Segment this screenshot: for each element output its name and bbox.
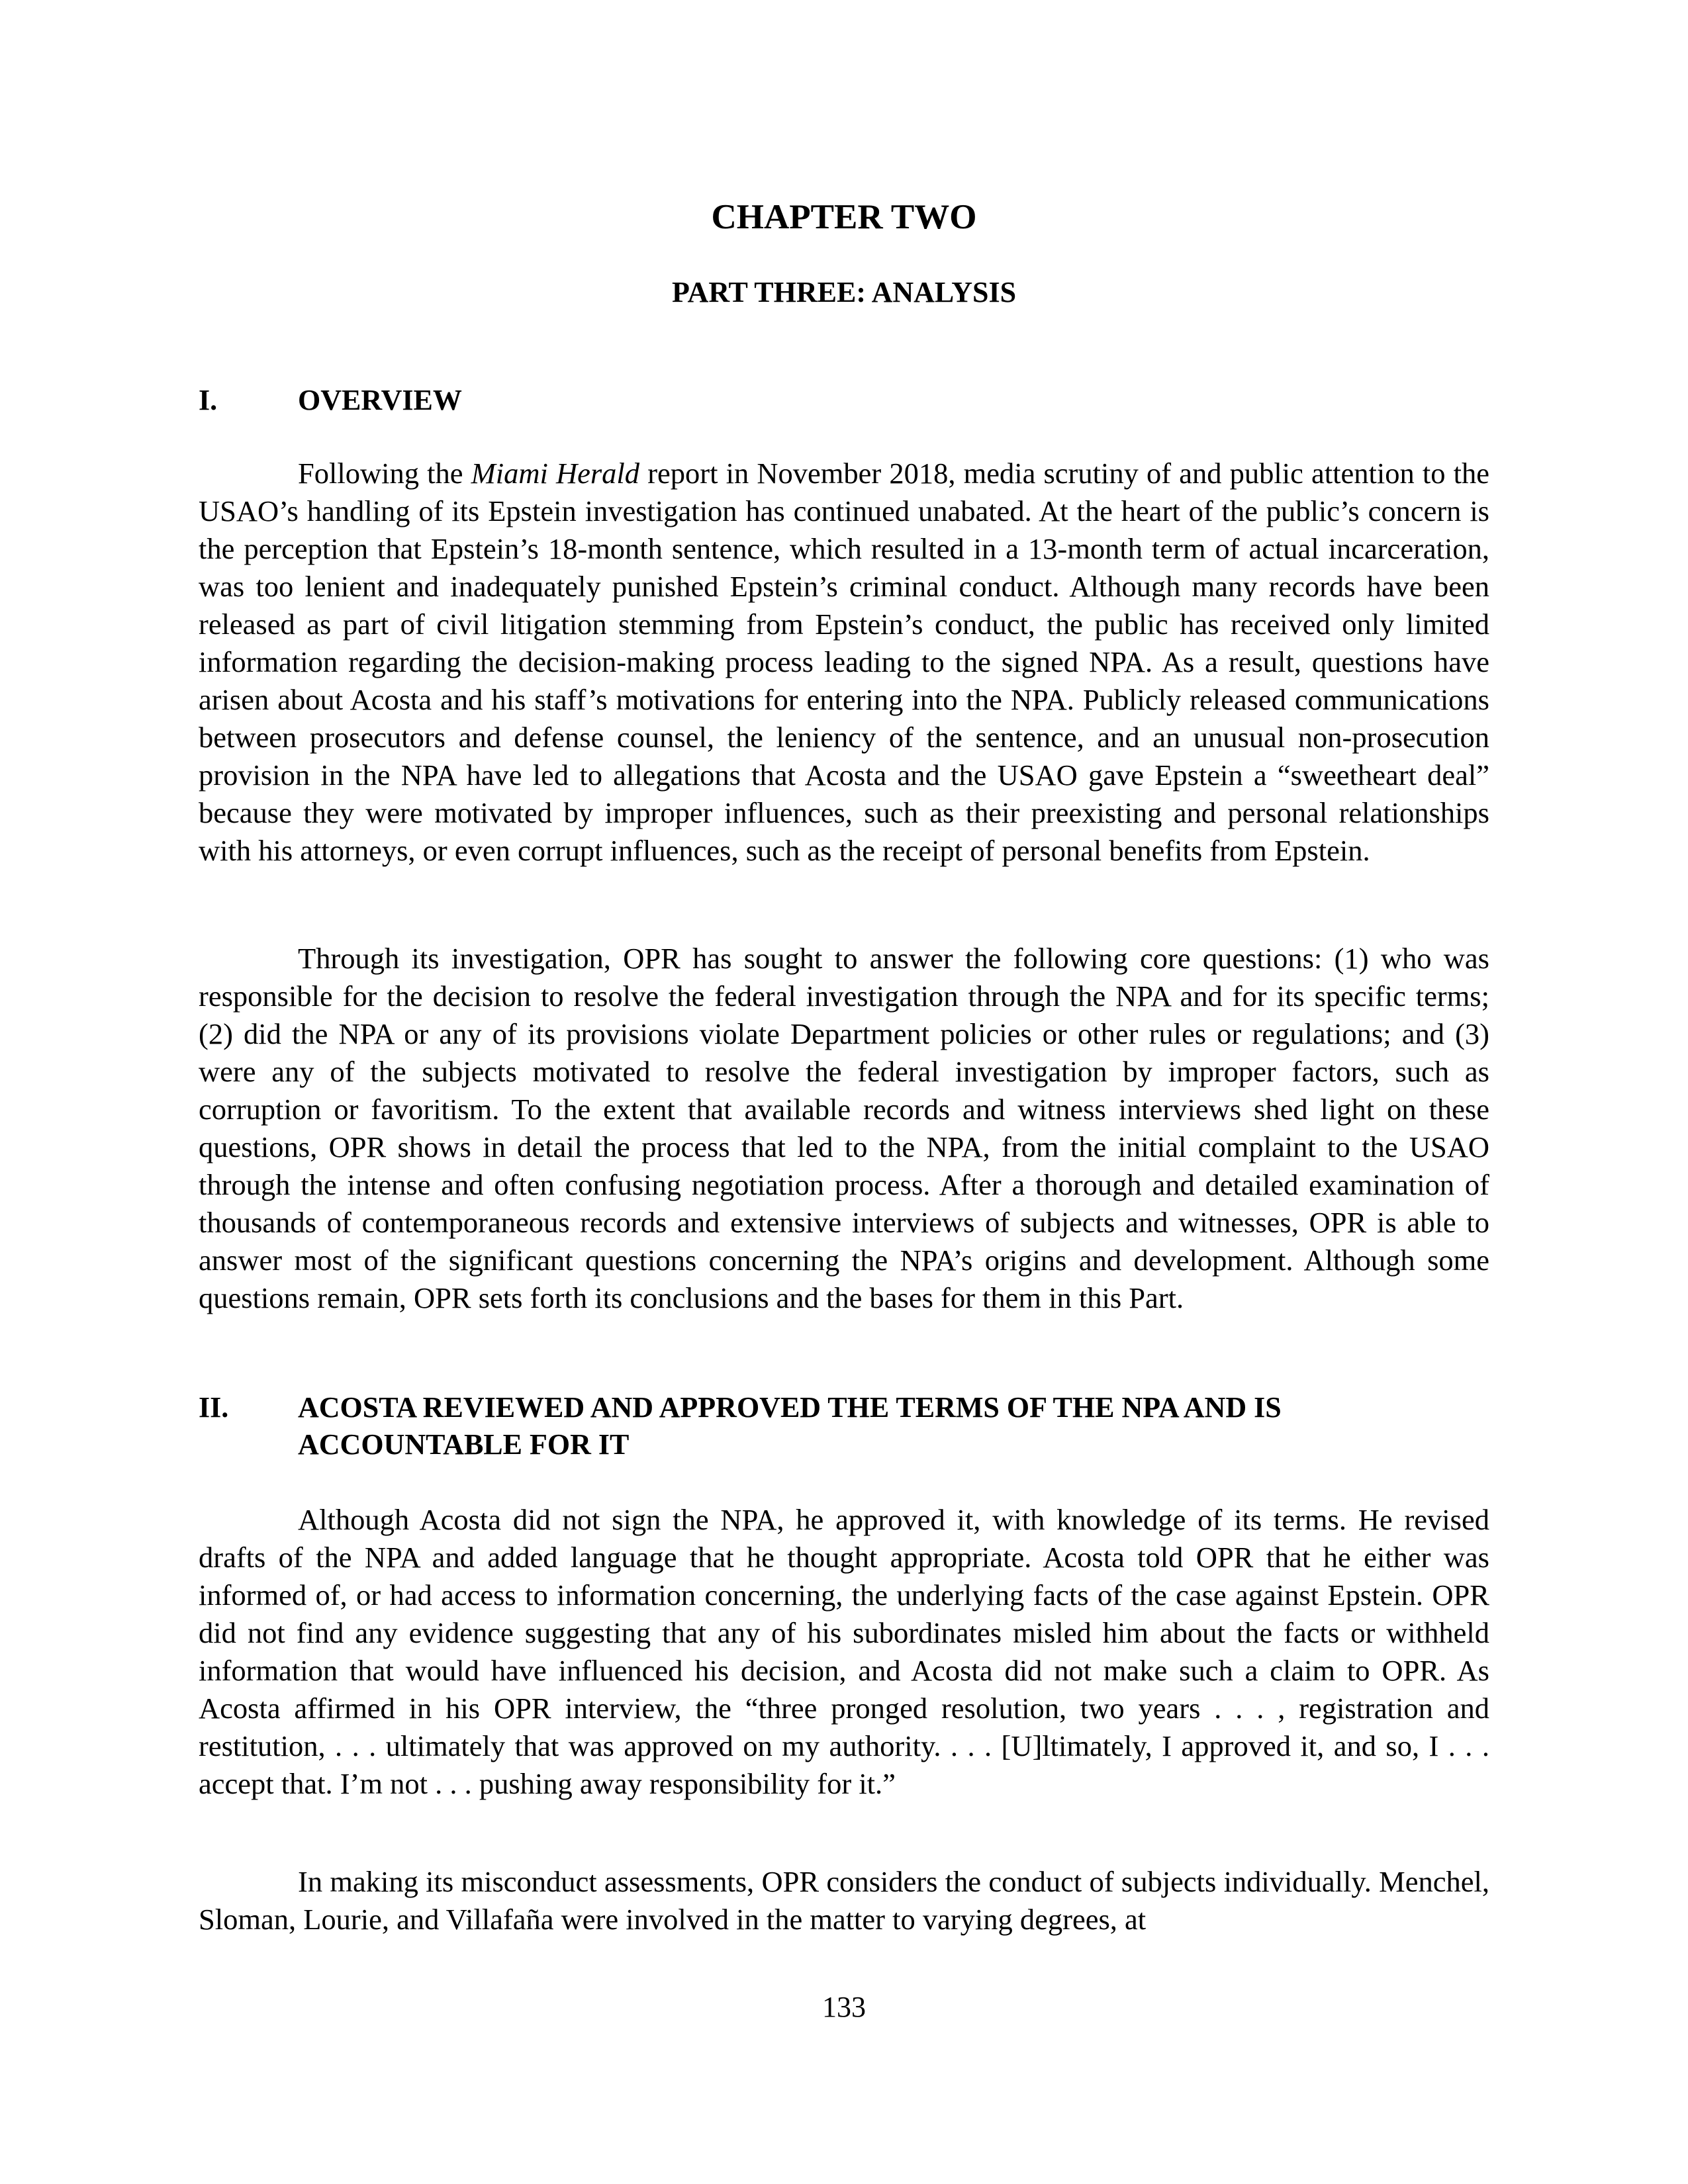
publication-name: Miami Herald <box>471 457 640 490</box>
section-title: OVERVIEW <box>298 384 462 416</box>
part-title: PART THREE: ANALYSIS <box>671 276 1017 308</box>
section-number: II. <box>199 1391 229 1424</box>
paragraph-text: Following the <box>298 457 471 490</box>
body-paragraph: Although Acosta did not sign the NPA, he approved it, with knowledge of its terms. He revised drafts of the NPA and added language that he thought appropriate. Acosta told OPR that he either was informed of, or had access to information concerning, the underlying facts of the case against Epstein. OPR did not find any evidence suggesting that any of his subordinates misled him about the facts or withheld information that would have influenced his decision, and Acosta did not make such a claim to OPR. As Acosta affirmed in his OPR interview, the “three pronged resolution, two years . . . , registration and restitution, . . . ultimately that was approved on my authority. . . . [U]ltimately, I approved it, and so, I . . . accept that. I’m not . . . pushing away responsibility for it.” <box>199 1503 1489 1800</box>
paragraph-text: report in November 2018, media scrutiny of and public attention to the USAO’s handling of its Epstein investigation has continued unabated. At the heart of the public’s concern is the perception that Epstein’s 18-month sentence, which resulted in a 13-month term of actual incarceration, was too lenient and inadequately punished Epstein’s criminal conduct. Although many records have been released as part of civil litigation stemming from Epstein’s conduct, the public has received only limited information regarding the decision-making process leading to the signed NPA. As a result, questions have arisen about Acosta and his staff’s motivations for entering into the NPA. Publicly released communications between prosecutors and defense counsel, the leniency of the sentence, and an unusual non-prosecution provision in the NPA have led to allegations that Acosta and the USAO gave Epstein a “sweetheart deal” because they were motivated by improper influences, such as their preexisting and personal relationships with his attorneys, or even corrupt influences, such as the receipt of personal benefits from Epstein. <box>199 457 1489 867</box>
section-number: I. <box>199 384 218 416</box>
page-number: 133 <box>822 1991 866 2023</box>
body-paragraph: Through its investigation, OPR has sought to answer the following core questions: (1) who was responsible for the decision to resolve the federal investigation through the NPA and for its specific terms; (2) did the NPA or any of its provisions violate Department policies or other rules or regulations; and (3) were any of the subjects motivated to resolve the federal investigation by improper factors, such as corruption or favoritism. To the extent that available records and witness interviews shed light on these questions, OPR shows in detail the process that led to the NPA, from the initial complaint to the USAO through the intense and often confusing negotiation process. After a thorough and detailed examination of thousands of contemporaneous records and extensive interviews of subjects and witnesses, OPR is able to answer most of the significant questions concerning the NPA’s origins and development. Although some questions remain, OPR sets forth its conclusions and the bases for them in this Part. <box>199 942 1489 1314</box>
body-paragraph: In making its misconduct assessments, OPR considers the conduct of subjects individually. Menchel, Sloman, Lourie, and Villafaña were involved in the matter to varying degrees, at <box>199 1865 1489 1936</box>
section-heading-overview <box>199 382 1489 419</box>
body-paragraph <box>199 455 1489 870</box>
section-title: ACOSTA REVIEWED AND APPROVED THE TERMS OF THE NPA AND IS ACCOUNTABLE FOR IT <box>298 1391 1282 1461</box>
section-heading-acosta <box>199 1389 1489 1463</box>
chapter-title: CHAPTER TWO <box>711 198 977 236</box>
